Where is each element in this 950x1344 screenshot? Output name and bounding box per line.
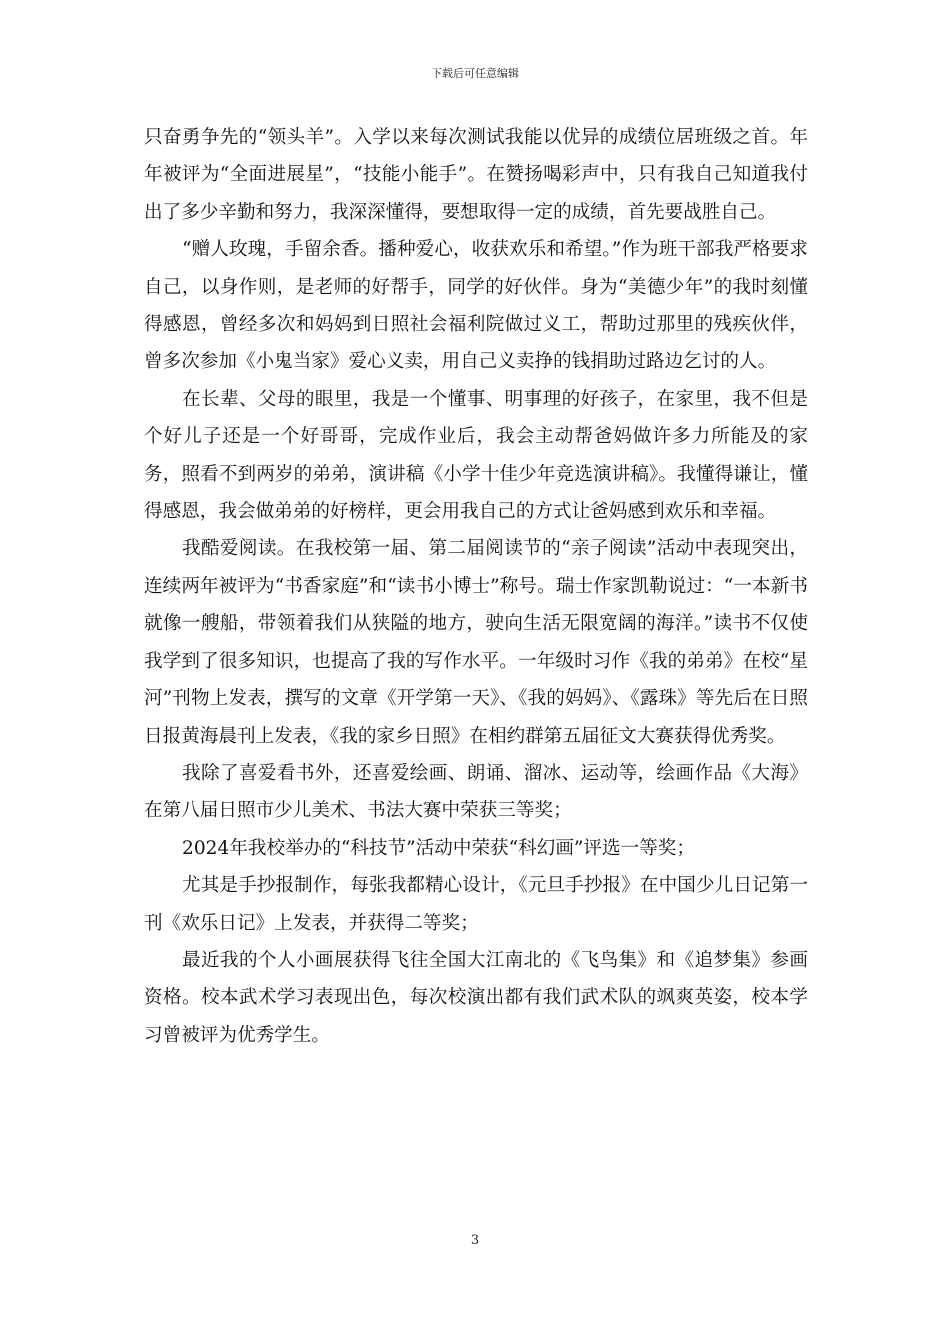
paragraph-4: 我酷爱阅读。在我校第一届、第二届阅读节的“亲子阅读”活动中表现突出，连续两年被评为“书香家庭”和“读书小博士”称号。瑞士作家凯勒说过：“一本新书就像一艘船，带领着我们从狭隘的地方，驶向生活无限宽阔的海洋。”读书不仅使我学到了很多知识，也提高了我的写作水平。一年级时习作《我的弟弟》在校“星河”刊物上发表，撰写的文章《开学第一天》、《我的妈妈》、《露珠》等先后在日照日报黄海晨刊上发表，《我的家乡日照》在相约群第五届征文大赛获得优秀奖。 — [144, 538, 808, 747]
paragraph-2: “赠人玫瑰，手留余香。播种爱心，收获欢乐和希望。”作为班干部我严格要求自己，以身作则，是老师的好帮手，同学的好伙伴。身为“美德少年”的我时刻懂得感恩，曾经多次和妈妈到日照社会福利院做过义工，帮助过那里的残疾伙伴，曾多次参加《小鬼当家》爱心义卖，用自己义卖挣的钱捐助过路边乞讨的人。 — [144, 239, 808, 373]
paragraph-6: 2024年我校举办的“科技节”活动中荣获“科幻画”评选一等奖； — [182, 837, 695, 859]
paragraph-5: 我除了喜爱看书外，还喜爱绘画、朗诵、溜冰、运动等，绘画作品《大海》在第八届日照市少儿美术、书法大赛中荣获三等奖； — [144, 762, 808, 822]
paragraph-7: 尤其是手抄报制作，每张我都精心设计，《元旦手抄报》在中国少儿日记第一刊《欢乐日记》上发表，并获得二等奖； — [144, 875, 808, 934]
page-number: 3 — [470, 1233, 480, 1248]
paragraph-3: 在长辈、父母的眼里，我是一个懂事、明事理的好孩子，在家里，我不但是个好儿子还是一个好哥哥，完成作业后，我会主动帮爸妈做许多力所能及的家务，照看不到两岁的弟弟，演讲稿《小学十佳少年竞选演讲稿》。我懂得谦让，懂得感恩，我会做弟弟的好榜样，更会用我自己的方式让爸妈感到欢乐和幸福。 — [144, 388, 808, 523]
document-body — [144, 119, 808, 1054]
paragraph-1: 只奋勇争先的“领头羊”。入学以来每次测试我能以优异的成绩位居班级之首。年年被评为“全面进展星”，“技能小能手”。在赞扬喝彩声中，只有我自己知道我付出了多少辛勤和努力，我深深懂得，要想取得一定的成绩，首先要战胜自己。 — [144, 127, 808, 223]
paragraph-8: 最近我的个人小画展获得飞往全国大江南北的《飞鸟集》和《追梦集》参画资格。校本武术学习表现出色，每次校演出都有我们武术队的飒爽英姿，校本学习曾被评为优秀学生。 — [144, 949, 808, 1046]
page-header: 下载后可任意编辑 — [431, 67, 519, 80]
